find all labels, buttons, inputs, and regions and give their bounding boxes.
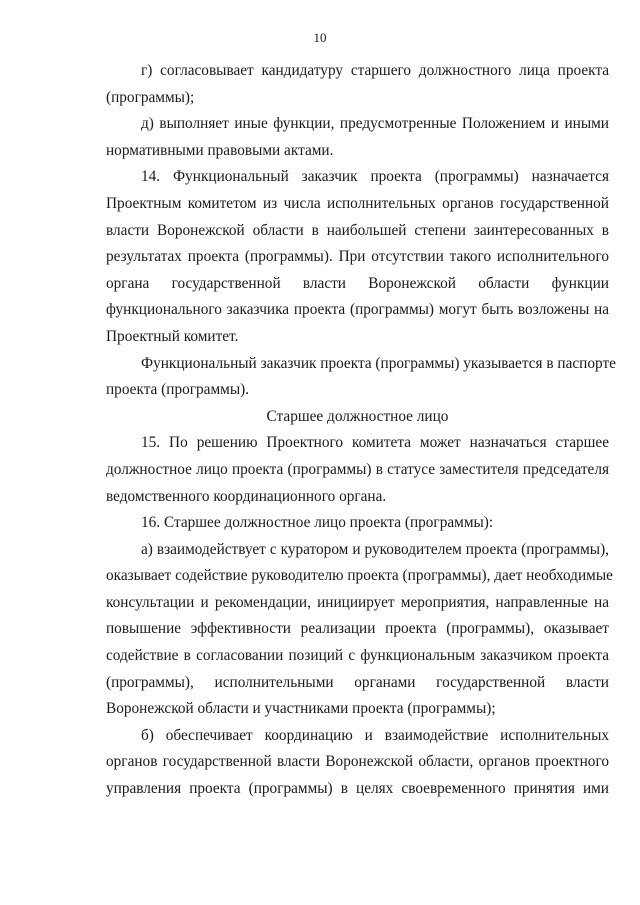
paragraph [106, 164, 609, 350]
paragraph-line: г) согласовывает кандидатуру старшего должностного лица проекта [141, 62, 609, 79]
paragraph [106, 111, 609, 164]
paragraph-line: (программы); [106, 88, 195, 106]
paragraph-line: органов государственной власти Воронежской области, органов проектного [106, 753, 609, 771]
paragraph [106, 723, 609, 803]
paragraph [106, 58, 609, 111]
paragraph [106, 537, 613, 723]
paragraph [106, 351, 616, 404]
paragraph-line: повышение эффективности реализации проекта (программы), оказывает [106, 620, 609, 638]
paragraph-line: Функциональный заказчик проекта (программы) указывается в паспорте [141, 354, 616, 372]
section-heading: Старшее должностное лицо [266, 407, 449, 425]
document-body [106, 58, 616, 803]
paragraph [106, 430, 609, 510]
paragraph-line: нормативными правовыми актами. [106, 141, 334, 159]
paragraph-line: функционального заказчика проекта (программы) могут быть возложены на [106, 301, 609, 319]
paragraph-line: 16. Старшее должностное лицо проекта (программы): [141, 514, 494, 532]
paragraph-line: Проектный комитет. [106, 327, 239, 345]
paragraph-line: власти Воронежской области в наибольшей степени заинтересованных в [106, 221, 609, 239]
paragraph-line: органа государственной власти Воронежской области функции [106, 274, 609, 292]
paragraph-line: б) обеспечивает координацию и взаимодействие исполнительных [141, 726, 609, 744]
page-number: 10 [313, 30, 327, 45]
paragraph-line: результатах проекта (программы). При отсутствии такого исполнительного [106, 248, 609, 266]
paragraph-line: управления проекта (программы) в целях своевременного принятия ими [106, 780, 609, 798]
paragraph-line: консультации и рекомендации, инициирует мероприятия, направленные на [106, 593, 609, 611]
paragraph-line: 14. Функциональный заказчик проекта (программы) назначается [141, 168, 609, 186]
paragraph-line: 15. По решению Проектного комитета может назначаться старшее [141, 434, 609, 452]
paragraph-line: (программы), исполнительными органами государственной власти [106, 673, 609, 691]
paragraph-line: ведомственного координационного органа. [106, 487, 387, 505]
paragraph-line: Воронежской области и участниками проекта (программы); [106, 700, 496, 718]
paragraph-line: содействие в согласовании позиций с функциональным заказчиком проекта [106, 647, 609, 665]
paragraph-line: д) выполняет иные функции, предусмотренные Положением и иными [141, 115, 609, 133]
paragraph [106, 510, 609, 537]
paragraph-line: Проектным комитетом из числа исполнительных органов государственной [106, 194, 609, 212]
paragraph-line: проекта (программы). [106, 381, 250, 399]
paragraph-line: а) взаимодействует с куратором и руководителем проекта (программы), [141, 540, 609, 558]
paragraph-line: оказывает содействие руководителю проекта (программы), дает необходимые [106, 567, 613, 585]
paragraph-line: должностное лицо проекта (программы) в статусе заместителя председателя [106, 460, 609, 478]
